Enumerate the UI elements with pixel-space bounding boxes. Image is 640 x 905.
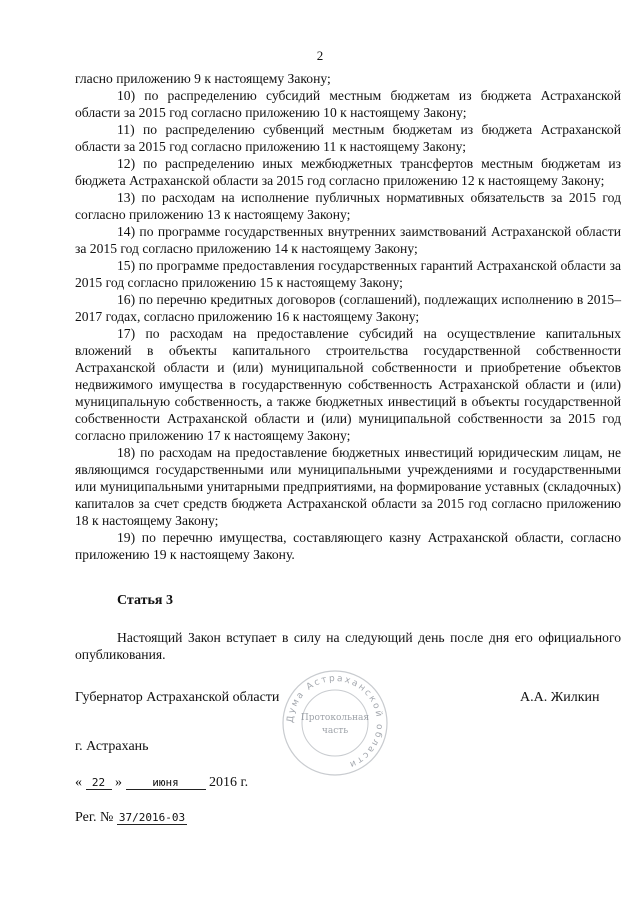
item-paragraph: 18) по расходам на предоставление бюджетных инвестиций юридическим лицам, не являющимся государственными или муниципальными учреждениями и государственными или муниципальными унитарными предприятиями, на формирование уставных (складочных) капиталов за счет средств бюджета Астраханской области за 2015 год согласно приложению 18 к настоящему Закону;	[75, 445, 621, 528]
date-month: июня	[126, 776, 206, 790]
date-open-quote: «	[75, 775, 82, 790]
item-paragraph: 17) по расходам на предоставление субсидий на осуществление капитальных вложений в объекты капитального строительства государственной собственности Астраханской области и (или) муниципальной собственности и приобретение объектов недвижимого имущества в государственную собственность Астраханской области и (или) муниципальную собственность, а также бюджетных инвестиций в объекты государственной собственности Астраханской области и (или) муниципальной собственности за 2015 год согласно приложению 17 к настоящему Закону;	[75, 326, 621, 443]
item-paragraph: 13) по расходам на исполнение публичных нормативных обязательств за 2015 год согласно приложению 13 к настоящему Закону;	[75, 190, 621, 222]
item-paragraph: гласно приложению 9 к настоящему Закону;	[75, 71, 331, 86]
signature-position: Губернатор Астраханской области	[75, 690, 280, 705]
signature-name: А.А. Жилкин	[520, 690, 600, 705]
seal-center-line2: часть	[321, 726, 349, 736]
reg-number: 37/2016-03	[118, 811, 186, 824]
item-paragraph: 12) по распределению иных межбюджетных трансфертов местным бюджетам из бюджета Астраханской области за 2015 год согласно приложению 12 к настоящему Закону;	[75, 156, 621, 188]
article-title: Статья 3	[117, 593, 173, 608]
item-paragraph: 14) по программе государственных внутренних заимствований Астраханской области за 2015 год согласно приложению 14 к настоящему Закону;	[75, 224, 621, 256]
seal-ring-text: Дума Астраханской области	[285, 673, 385, 770]
seal-center-line1: Протокольная	[300, 713, 370, 723]
date-close-quote: »	[115, 775, 122, 790]
registration	[75, 810, 187, 826]
item-paragraph: 15) по программе предоставления государственных гарантий Астраханской области за 2015 год согласно приложению 15 к настоящему Закону;	[75, 258, 621, 290]
reg-label: Рег. №	[75, 810, 114, 825]
official-seal-stamp	[280, 668, 390, 778]
city: г. Астрахань	[75, 739, 149, 754]
item-paragraph: 19) по перечню имущества, составляющего казну Астраханской области, согласно приложению 19 к настоящему Закону.	[75, 530, 621, 562]
item-paragraph: 16) по перечню кредитных договоров (соглашений), подлежащих исполнению в 2015–2017 годах, согласно приложению 16 к настоящему Закону;	[75, 292, 621, 324]
signing-date	[75, 775, 248, 791]
item-paragraph: 10) по распределению субсидий местным бюджетам из бюджета Астраханской области за 2015 год согласно приложению 10 к настоящему Закону;	[75, 88, 621, 120]
date-year: 2016 г.	[209, 775, 249, 790]
article-paragraph: Настоящий Закон вступает в силу на следующий день после дня его официального опубликования.	[75, 630, 621, 662]
enumerated-items	[75, 70, 621, 563]
page-number: 2	[316, 48, 324, 63]
date-day: 22	[86, 776, 112, 790]
item-paragraph: 11) по распределению субвенций местным бюджетам из бюджета Астраханской области за 2015 год согласно приложению 11 к настоящему Закону;	[75, 122, 621, 154]
article-body	[75, 629, 621, 663]
